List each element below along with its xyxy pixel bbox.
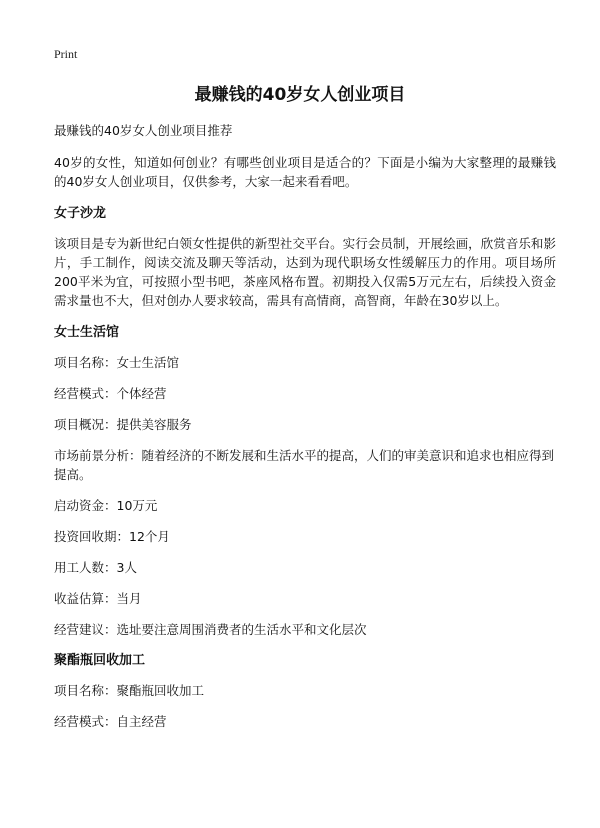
intro-subtitle: 最赚钱的40岁女人创业项目推荐 [54, 123, 233, 138]
list-item: 项目名称：聚酯瓶回收加工 [54, 683, 205, 698]
section-heading: 女士生活馆 [54, 325, 120, 340]
print-label: Print [54, 47, 78, 61]
section-heading: 女子沙龙 [54, 206, 107, 221]
section-heading: 聚酯瓶回收加工 [54, 653, 146, 668]
section-paragraph: 该项目是专为新世纪白领女性提供的新型社交平台。实行会员制，开展绘画，欣赏音乐和影片，手工制作，阅读交流及聊天等活动，达到为现代职场女性缓解压力的作用。项目场所200平米为宜，可按照小型书吧，茶座风格布置。初期投入仅需5万元左右，后续投入资金需求量也不大，但对创办人要求较高，需具有高情商，高智商，年龄在30岁以上。 [54, 236, 556, 308]
list-item: 投资回收期：12个月 [54, 529, 170, 544]
list-item: 用工人数：3人 [54, 560, 137, 575]
intro-paragraph: 40岁的女性，知道如何创业？有哪些创业项目是适合的？下面是小编为大家整理的最赚钱的40岁女人创业项目，仅供参考，大家一起来看看吧。 [54, 155, 556, 189]
page-title: 最赚钱的40岁女人创业项目 [194, 85, 406, 105]
list-item: 项目名称：女士生活馆 [54, 355, 180, 370]
list-item: 项目概况：提供美容服务 [54, 417, 192, 432]
list-item: 收益估算：当月 [54, 591, 142, 606]
list-item: 市场前景分析：随着经济的不断发展和生活水平的提高，人们的审美意识和追求也相应得到提高。 [54, 448, 555, 482]
list-item: 启动资金：10万元 [54, 498, 158, 513]
section-salon [54, 204, 556, 310]
section-bottle-recycling [54, 651, 556, 731]
list-item: 经营模式：个体经营 [54, 386, 167, 401]
list-item: 经营建议：选址要注意周围消费者的生活水平和文化层次 [54, 622, 367, 637]
article-body [54, 121, 556, 743]
section-lifestyle-hall [54, 323, 556, 639]
list-item: 经营模式：自主经营 [54, 714, 167, 729]
